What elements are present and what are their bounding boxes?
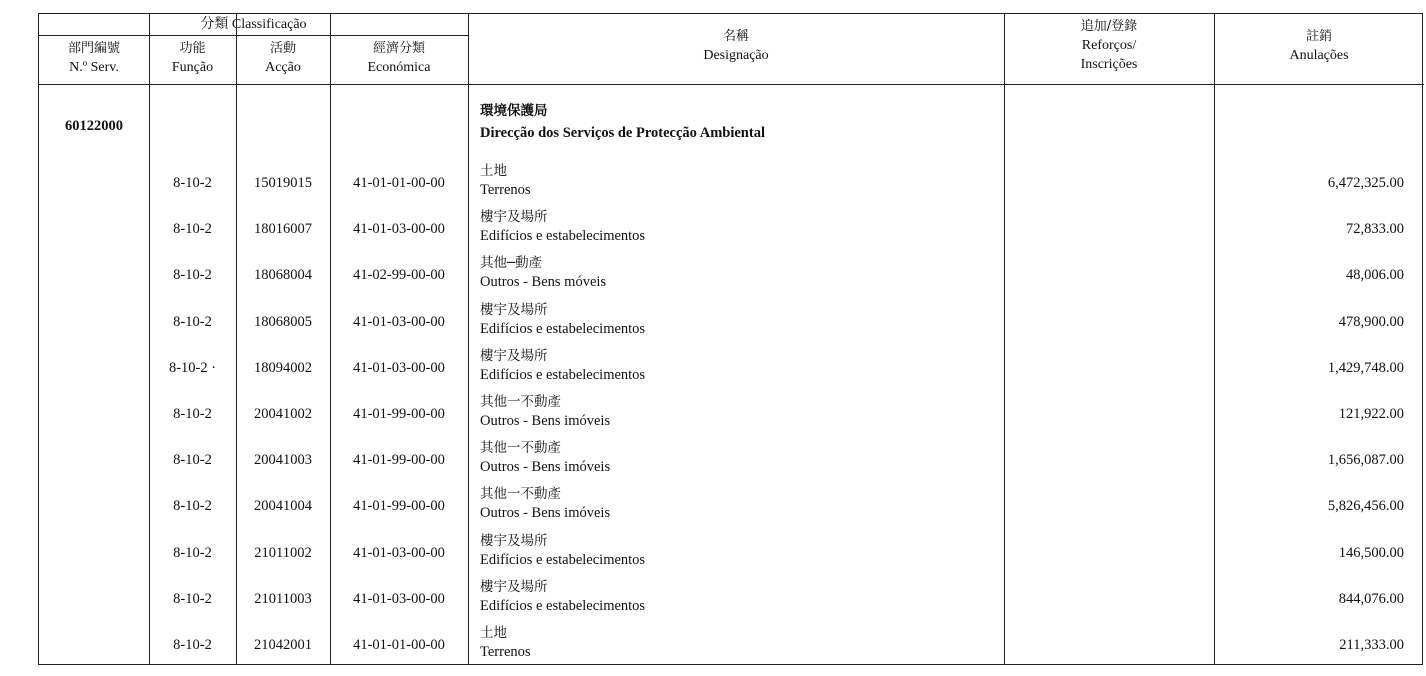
classification-underline — [39, 35, 468, 36]
anulacoes-cell: 5,826,456.00 — [1327, 498, 1404, 515]
anulacoes-cell: 72,833.00 — [1346, 221, 1404, 238]
designation-pt: Edifícios e estabelecimentos — [480, 228, 646, 245]
designation-zh: 樓宇及場所 — [480, 347, 548, 364]
anulacoes-cell: 48,006.00 — [1346, 267, 1404, 284]
anulacoes-cell: 211,333.00 — [1339, 637, 1404, 653]
designation-pt: Outros - Bens imóveis — [480, 413, 611, 429]
designation-zh: 其他一不動產 — [480, 440, 561, 457]
col-divider — [1214, 14, 1215, 664]
header-reforcos: 追加/登錄 Reforços/ Inscrições — [1080, 19, 1138, 72]
funcao-cell: 8-10-2 — [173, 590, 212, 607]
economica-cell: 41-02-99-00-00 — [353, 267, 445, 284]
funcao-cell: 8-10-2 — [173, 637, 212, 653]
designation-zh: 其他一不動產 — [480, 394, 561, 410]
economica-cell: 41-01-03-00-00 — [353, 313, 445, 330]
anulacoes-cell: 1,656,087.00 — [1327, 452, 1404, 469]
accao-cell: 21042001 — [254, 637, 312, 653]
section-title: 環境保護局 Direcção dos Serviços de Protecção Ambiental — [480, 103, 765, 141]
col-divider — [330, 14, 331, 664]
accao-cell: 21011003 — [254, 590, 312, 607]
anulacoes-cell: 6,472,325.00 — [1327, 175, 1404, 191]
designation-cell — [480, 162, 531, 200]
anulacoes-cell: 1,429,748.00 — [1327, 359, 1404, 376]
designation-pt: Edifícios e estabelecimentos — [480, 597, 646, 614]
designation-cell — [480, 301, 645, 339]
designation-cell — [480, 254, 606, 292]
economica-cell: 41-01-03-00-00 — [353, 221, 445, 238]
economica-cell: 41-01-99-00-00 — [353, 406, 445, 422]
col-divider — [1004, 14, 1005, 664]
designation-pt: Outros - Bens imóveis — [480, 505, 611, 522]
header-funcao: 功能 Função — [171, 41, 214, 75]
economica-cell: 41-01-01-00-00 — [353, 175, 445, 191]
accao-cell: 18068005 — [254, 313, 312, 330]
economica-cell: 41-01-03-00-00 — [353, 359, 445, 376]
designation-pt: Outros - Bens móveis — [480, 274, 607, 291]
designation-zh: 其他─動產 — [480, 255, 543, 272]
accao-cell: 18094002 — [254, 359, 312, 376]
budget-table — [38, 13, 1423, 665]
funcao-cell: 8-10-2 — [173, 221, 212, 238]
designation-zh: 土地 — [480, 163, 507, 179]
col-divider — [236, 14, 237, 664]
designation-cell — [480, 208, 645, 246]
dept-code: 60122000 — [65, 118, 123, 134]
designation-cell — [480, 578, 645, 616]
header-classification: 分類 Classificação — [200, 17, 307, 32]
header-bottom-line — [39, 84, 1424, 85]
header-anulacoes: 註銷 Anulações — [1289, 29, 1349, 63]
funcao-cell: 8-10-2 — [173, 498, 212, 515]
economica-cell: 41-01-99-00-00 — [353, 452, 445, 469]
economica-cell: 41-01-99-00-00 — [353, 498, 445, 515]
designation-zh: 其他一不動產 — [480, 486, 561, 503]
designation-cell — [480, 439, 610, 477]
designation-cell — [480, 532, 645, 570]
accao-cell: 18068004 — [254, 267, 312, 284]
anulacoes-cell: 146,500.00 — [1338, 544, 1404, 561]
header-dept: 部門編號 N.º Serv. — [67, 41, 120, 75]
designation-pt: Edifícios e estabelecimentos — [480, 320, 646, 337]
accao-cell: 20041004 — [254, 498, 312, 515]
header-accao: 活動 Acção — [265, 41, 301, 75]
designation-zh: 土地 — [480, 625, 507, 641]
designation-zh: 樓宇及場所 — [480, 301, 548, 318]
designation-pt: Terrenos — [480, 644, 531, 660]
col-divider — [468, 14, 469, 664]
designation-cell — [480, 393, 610, 431]
accao-cell: 15019015 — [254, 175, 312, 191]
anulacoes-cell: 844,076.00 — [1338, 590, 1404, 607]
accao-cell: 20041002 — [254, 406, 312, 422]
col-divider — [149, 14, 150, 664]
funcao-cell: 8-10-2 — [173, 544, 212, 561]
accao-cell: 21011002 — [254, 544, 312, 561]
header-designacao: 名稱 Designação — [703, 29, 769, 63]
designation-cell — [480, 624, 531, 662]
designation-pt: Edifícios e estabelecimentos — [480, 551, 646, 568]
economica-cell: 41-01-01-00-00 — [353, 637, 445, 653]
designation-pt: Terrenos — [480, 182, 531, 198]
designation-pt: Edifícios e estabelecimentos — [480, 366, 646, 383]
anulacoes-cell: 121,922.00 — [1338, 406, 1404, 422]
funcao-cell: 8-10-2 — [173, 452, 212, 469]
funcao-cell: 8-10-2 · — [168, 359, 217, 376]
anulacoes-cell: 478,900.00 — [1338, 313, 1404, 330]
economica-cell: 41-01-03-00-00 — [353, 590, 445, 607]
funcao-cell: 8-10-2 — [173, 313, 212, 330]
designation-zh: 樓宇及場所 — [480, 209, 548, 226]
designation-pt: Outros - Bens imóveis — [480, 459, 611, 476]
economica-cell: 41-01-03-00-00 — [353, 544, 445, 561]
designation-zh: 樓宇及場所 — [480, 532, 548, 549]
designation-cell — [480, 347, 645, 385]
funcao-cell: 8-10-2 — [173, 406, 212, 422]
designation-zh: 樓宇及場所 — [480, 578, 548, 595]
header-economica: 經濟分類 Económica — [367, 41, 431, 75]
accao-cell: 20041003 — [254, 452, 312, 469]
accao-cell: 18016007 — [254, 221, 312, 238]
funcao-cell: 8-10-2 — [173, 267, 212, 284]
funcao-cell: 8-10-2 — [173, 175, 212, 191]
designation-cell — [480, 485, 610, 523]
